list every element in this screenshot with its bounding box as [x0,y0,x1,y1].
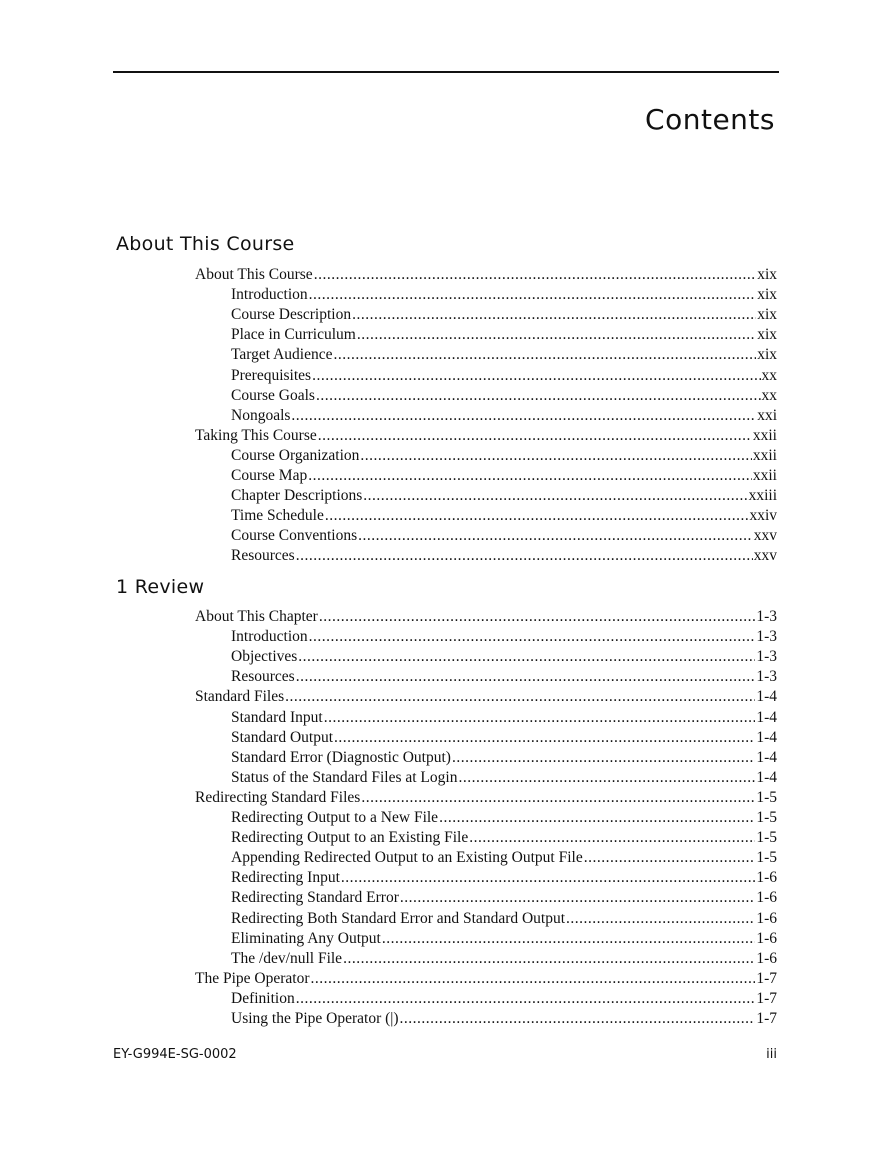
toc-entry-label: Redirecting Input [231,869,340,887]
dot-leader [343,949,755,969]
toc-entry-page: 1-7 [756,989,777,1007]
toc-entry-label: Time Schedule [231,507,324,525]
toc-entry-page: 1-6 [756,929,777,947]
toc-entry-label: Redirecting Output to a New File [231,809,439,826]
toc-entry-label: Definition [231,989,295,1007]
dot-leader [296,989,756,1009]
toc-entry[interactable] [231,1009,777,1029]
toc-entry[interactable] [195,426,777,446]
toc-entry-page: 1-4 [756,688,777,706]
toc-entry-label: About This Chapter [195,608,318,625]
toc-entry[interactable] [195,687,777,707]
toc-entry-page: 1-4 [756,748,777,766]
dot-leader [584,848,756,868]
dot-leader [360,446,751,466]
toc-entry[interactable] [231,949,777,969]
toc-entry-page: 1-3 [756,628,777,646]
dot-leader [341,868,755,888]
toc-entry[interactable] [231,546,777,566]
toc-entry-page: xxiv [749,507,777,525]
dot-leader [296,667,756,687]
toc-entry[interactable] [195,265,777,285]
dot-leader [363,486,747,506]
toc-entry[interactable] [231,446,777,466]
dot-leader [319,607,755,627]
section-heading: 1 Review [116,576,205,598]
toc-entry-label: Course Description [231,306,352,324]
toc-entry-label: The /dev/null File [231,949,343,967]
toc-entry[interactable] [231,748,777,768]
footer-page-number: iii [766,1047,777,1062]
toc-entry-page: xx [761,366,777,384]
dot-leader [334,728,755,748]
toc-entry[interactable] [231,888,777,908]
dot-leader [308,466,752,486]
toc-entry-label: Target Audience [231,346,333,364]
dot-leader [361,788,755,808]
toc-entry-label: Objectives [231,648,298,666]
dot-leader [334,345,757,365]
dot-leader [439,808,755,828]
toc-entry[interactable] [231,526,777,546]
toc-entry-label: Resources [231,547,295,565]
toc-entry-label: Place in Curriculum [231,326,356,344]
toc-entry[interactable] [231,386,777,406]
toc-entry[interactable] [231,647,777,667]
toc-entry-page: xx [761,386,777,404]
toc-entry-label: Redirecting Standard Error [231,889,399,907]
toc-entry-page: xxiii [748,487,777,505]
dot-leader [318,426,752,446]
toc-entry-label: Introduction [231,286,308,304]
toc-entry-label: Nongoals [231,406,291,424]
toc-entry[interactable] [231,728,777,748]
dot-leader [358,526,753,546]
toc-entry[interactable] [231,366,777,386]
dot-leader [285,687,755,707]
dot-leader [566,909,755,929]
toc-entry[interactable] [231,768,777,788]
toc-entry-page: 1-7 [756,969,777,987]
dot-leader [382,929,755,949]
toc-entry-page: xix [757,266,777,283]
toc-entry-label: Standard Files [195,688,285,706]
toc-entry-page: 1-4 [756,768,777,786]
toc-entry-page: xxii [752,467,777,484]
toc-entry-page: 1-4 [756,728,777,746]
toc-entry-page: 1-6 [756,869,777,887]
footer-doc-id: EY-G994E-SG-0002 [113,1047,237,1062]
toc-entry[interactable] [231,909,777,929]
toc-entry[interactable] [231,406,777,426]
toc-entry-label: Taking This Course [195,426,317,444]
toc-entry-label: Standard Input [231,708,323,726]
toc-entry-page: xix [757,306,777,324]
toc-entry-page: 1-6 [756,949,777,967]
dot-leader [458,768,755,788]
dot-leader [309,285,757,305]
toc-entry-label: Using the Pipe Operator (|) [231,1010,399,1027]
toc-entry-label: Redirecting Both Standard Error and Standard Output [231,909,566,927]
toc-entry-label: Resources [231,668,295,686]
toc-entry-label: Prerequisites [231,366,312,384]
toc-entry-label: Eliminating Any Output [231,929,381,947]
toc-entry[interactable] [231,808,777,828]
dot-leader [296,546,753,566]
toc-entry-page: 1-5 [756,809,777,826]
toc-entry-label: Introduction [231,628,308,646]
toc-entry-label: Chapter Descriptions [231,487,363,505]
toc-entry[interactable] [231,989,777,1009]
toc-entry[interactable] [231,708,777,728]
toc-entry[interactable] [195,607,777,627]
dot-leader [309,627,756,647]
toc-entry[interactable] [231,285,777,305]
toc-entry-page: xxii [752,426,777,444]
toc-entry-page: 1-6 [756,889,777,907]
dot-leader [312,366,760,386]
dot-leader [357,325,756,345]
toc-entry-page: 1-4 [756,708,777,726]
toc-entry-page: 1-6 [756,909,777,927]
top-rule [113,71,779,73]
dot-leader [298,647,755,667]
dot-leader [291,406,756,426]
toc-entry[interactable] [231,305,777,325]
toc-entry[interactable] [231,345,777,365]
dot-leader [316,386,761,406]
dot-leader [400,1009,756,1029]
toc-entry[interactable] [195,788,777,808]
toc-entry-page: 1-5 [756,788,777,806]
toc-entry-page: 1-3 [756,668,777,686]
toc-entry-page: xxii [752,446,777,464]
dot-leader [314,265,756,285]
dot-leader [452,748,755,768]
toc-entry[interactable] [231,868,777,888]
toc-entry-page: xix [757,346,777,364]
toc-entry-page: xix [757,326,777,344]
toc-entry[interactable] [231,667,777,687]
toc-entry-label: Course Map [231,467,308,484]
toc-entry-page: xix [757,286,777,304]
section-heading: About This Course [116,233,295,255]
toc-entry-label: Course Conventions [231,527,358,545]
toc-entry-label: Status of the Standard Files at Login [231,768,458,786]
toc-entry-page: 1-7 [756,1010,777,1027]
toc-entry-label: Standard Error (Diagnostic Output) [231,748,451,766]
toc-entry-label: Course Goals [231,386,315,404]
toc-entry[interactable] [231,929,777,949]
toc-entry-label: Redirecting Standard Files [195,788,361,806]
dot-leader [469,828,755,848]
toc-entry-page: xxi [757,406,777,424]
toc-entry[interactable] [195,969,777,989]
toc-entry-label: The Pipe Operator [195,969,310,987]
dot-leader [324,708,756,728]
toc-entry[interactable] [231,848,777,868]
toc-entry[interactable] [231,486,777,506]
toc-entry-label: Course Organization [231,446,360,464]
dot-leader [352,305,756,325]
toc-entry[interactable] [231,466,777,486]
toc-entry-page: 1-5 [756,829,777,847]
toc-entry[interactable] [231,627,777,647]
toc-entry-page: 1-3 [756,648,777,666]
toc-entry[interactable] [231,325,777,345]
toc-entry[interactable] [231,506,777,526]
dot-leader [311,969,756,989]
toc-entry-page: xxv [753,527,777,545]
toc-entry-page: 1-3 [756,608,777,625]
toc-entry-label: About This Course [195,266,313,283]
toc-entry-page: xxv [753,547,777,565]
dot-leader [400,888,755,908]
toc-entry[interactable] [231,828,777,848]
toc-entry-label: Appending Redirected Output to an Existing Output File [231,849,583,867]
page-title: Contents [645,103,775,136]
toc-entry-label: Redirecting Output to an Existing File [231,829,469,847]
toc-entry-page: 1-5 [756,849,777,867]
dot-leader [325,506,749,526]
toc-entry-label: Standard Output [231,728,334,746]
